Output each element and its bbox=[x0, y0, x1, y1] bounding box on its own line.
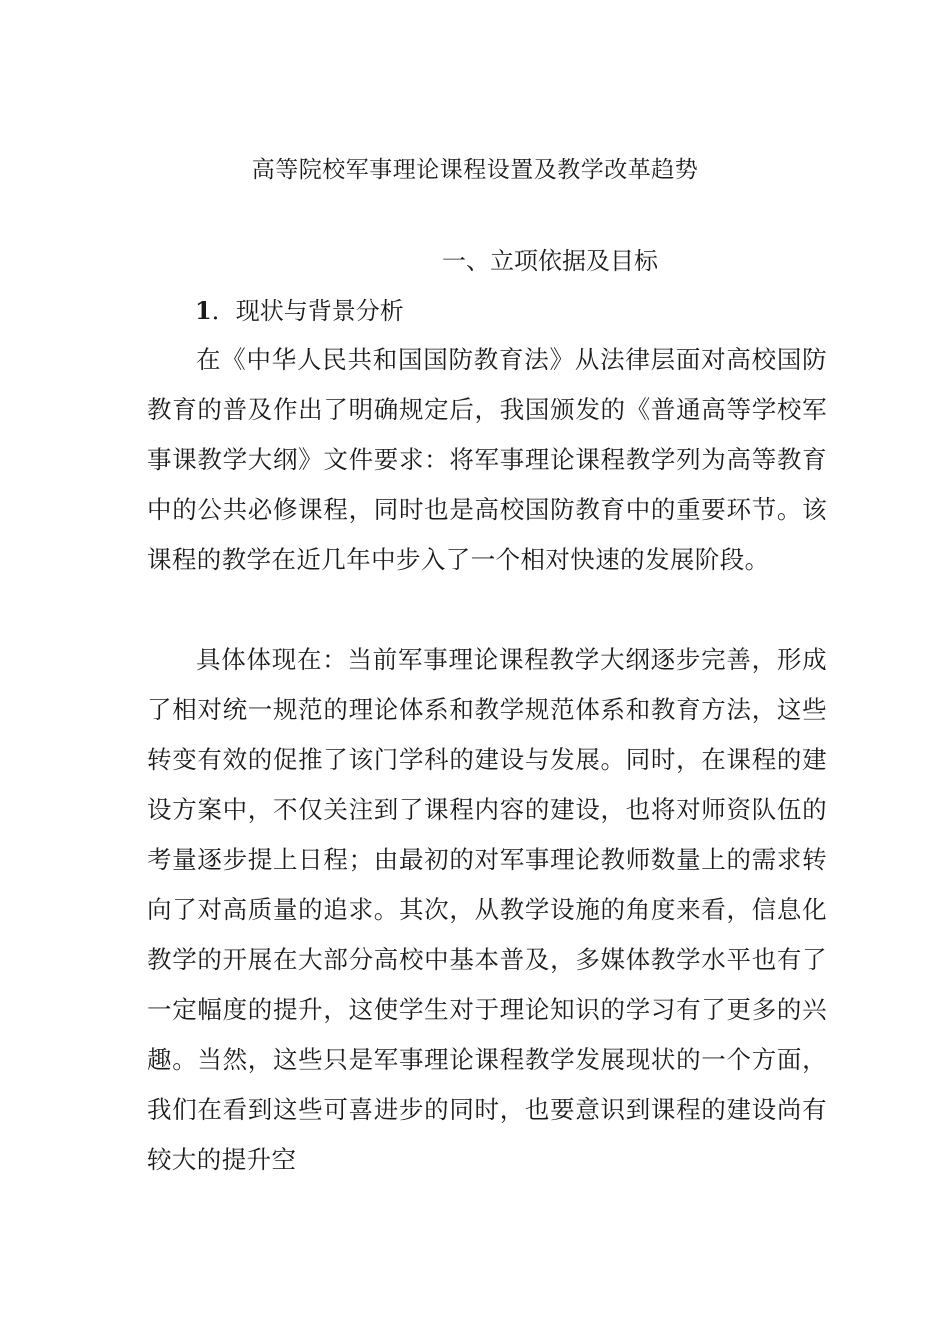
sub-heading bbox=[195, 292, 404, 330]
paragraph-1: 在《中华人民共和国国防教育法》从法律层面对高校国防教育的普及作出了明确规定后，我国颁发的《普通高等学校军事课教学大纲》文件要求：将军事理论课程教学列为高等教育中的公共必修课程，同时也是高校国防教育中的重要环节。该课程的教学在近几年中步入了一个相对快速的发展阶段。 bbox=[147, 345, 827, 574]
sub-heading-number: 1 bbox=[195, 296, 212, 325]
section-heading bbox=[0, 242, 950, 280]
section-heading-text: 一、立项依据及目标 bbox=[442, 247, 658, 275]
document-title: 高等院校军事理论课程设置及教学改革趋势 bbox=[251, 157, 699, 183]
paragraph-2: 具体体现在：当前军事理论课程教学大纲逐步完善，形成了相对统一规范的理论体系和教学规范体系和教育方法，这些转变有效的促推了该门学科的建设与发展。同时，在课程的建设方案中，不仅关注到了课程内容的建设，也将对师资队伍的考量逐步提上日程；由最初的对军事理论教师数量上的需求转向了对高质量的追求。其次，从教学设施的角度来看，信息化教学的开展在大部分高校中基本普及，多媒体教学水平也有了一定幅度的提升，这使学生对于理论知识的学习有了更多的兴趣。当然，这些只是军事理论课程教学发展现状的一个方面，我们在看到这些可喜进步的同时，也要意识到课程的建设尚有较大的提升空 bbox=[147, 645, 827, 1174]
sub-heading-text: ．现状与背景分析 bbox=[211, 297, 404, 325]
